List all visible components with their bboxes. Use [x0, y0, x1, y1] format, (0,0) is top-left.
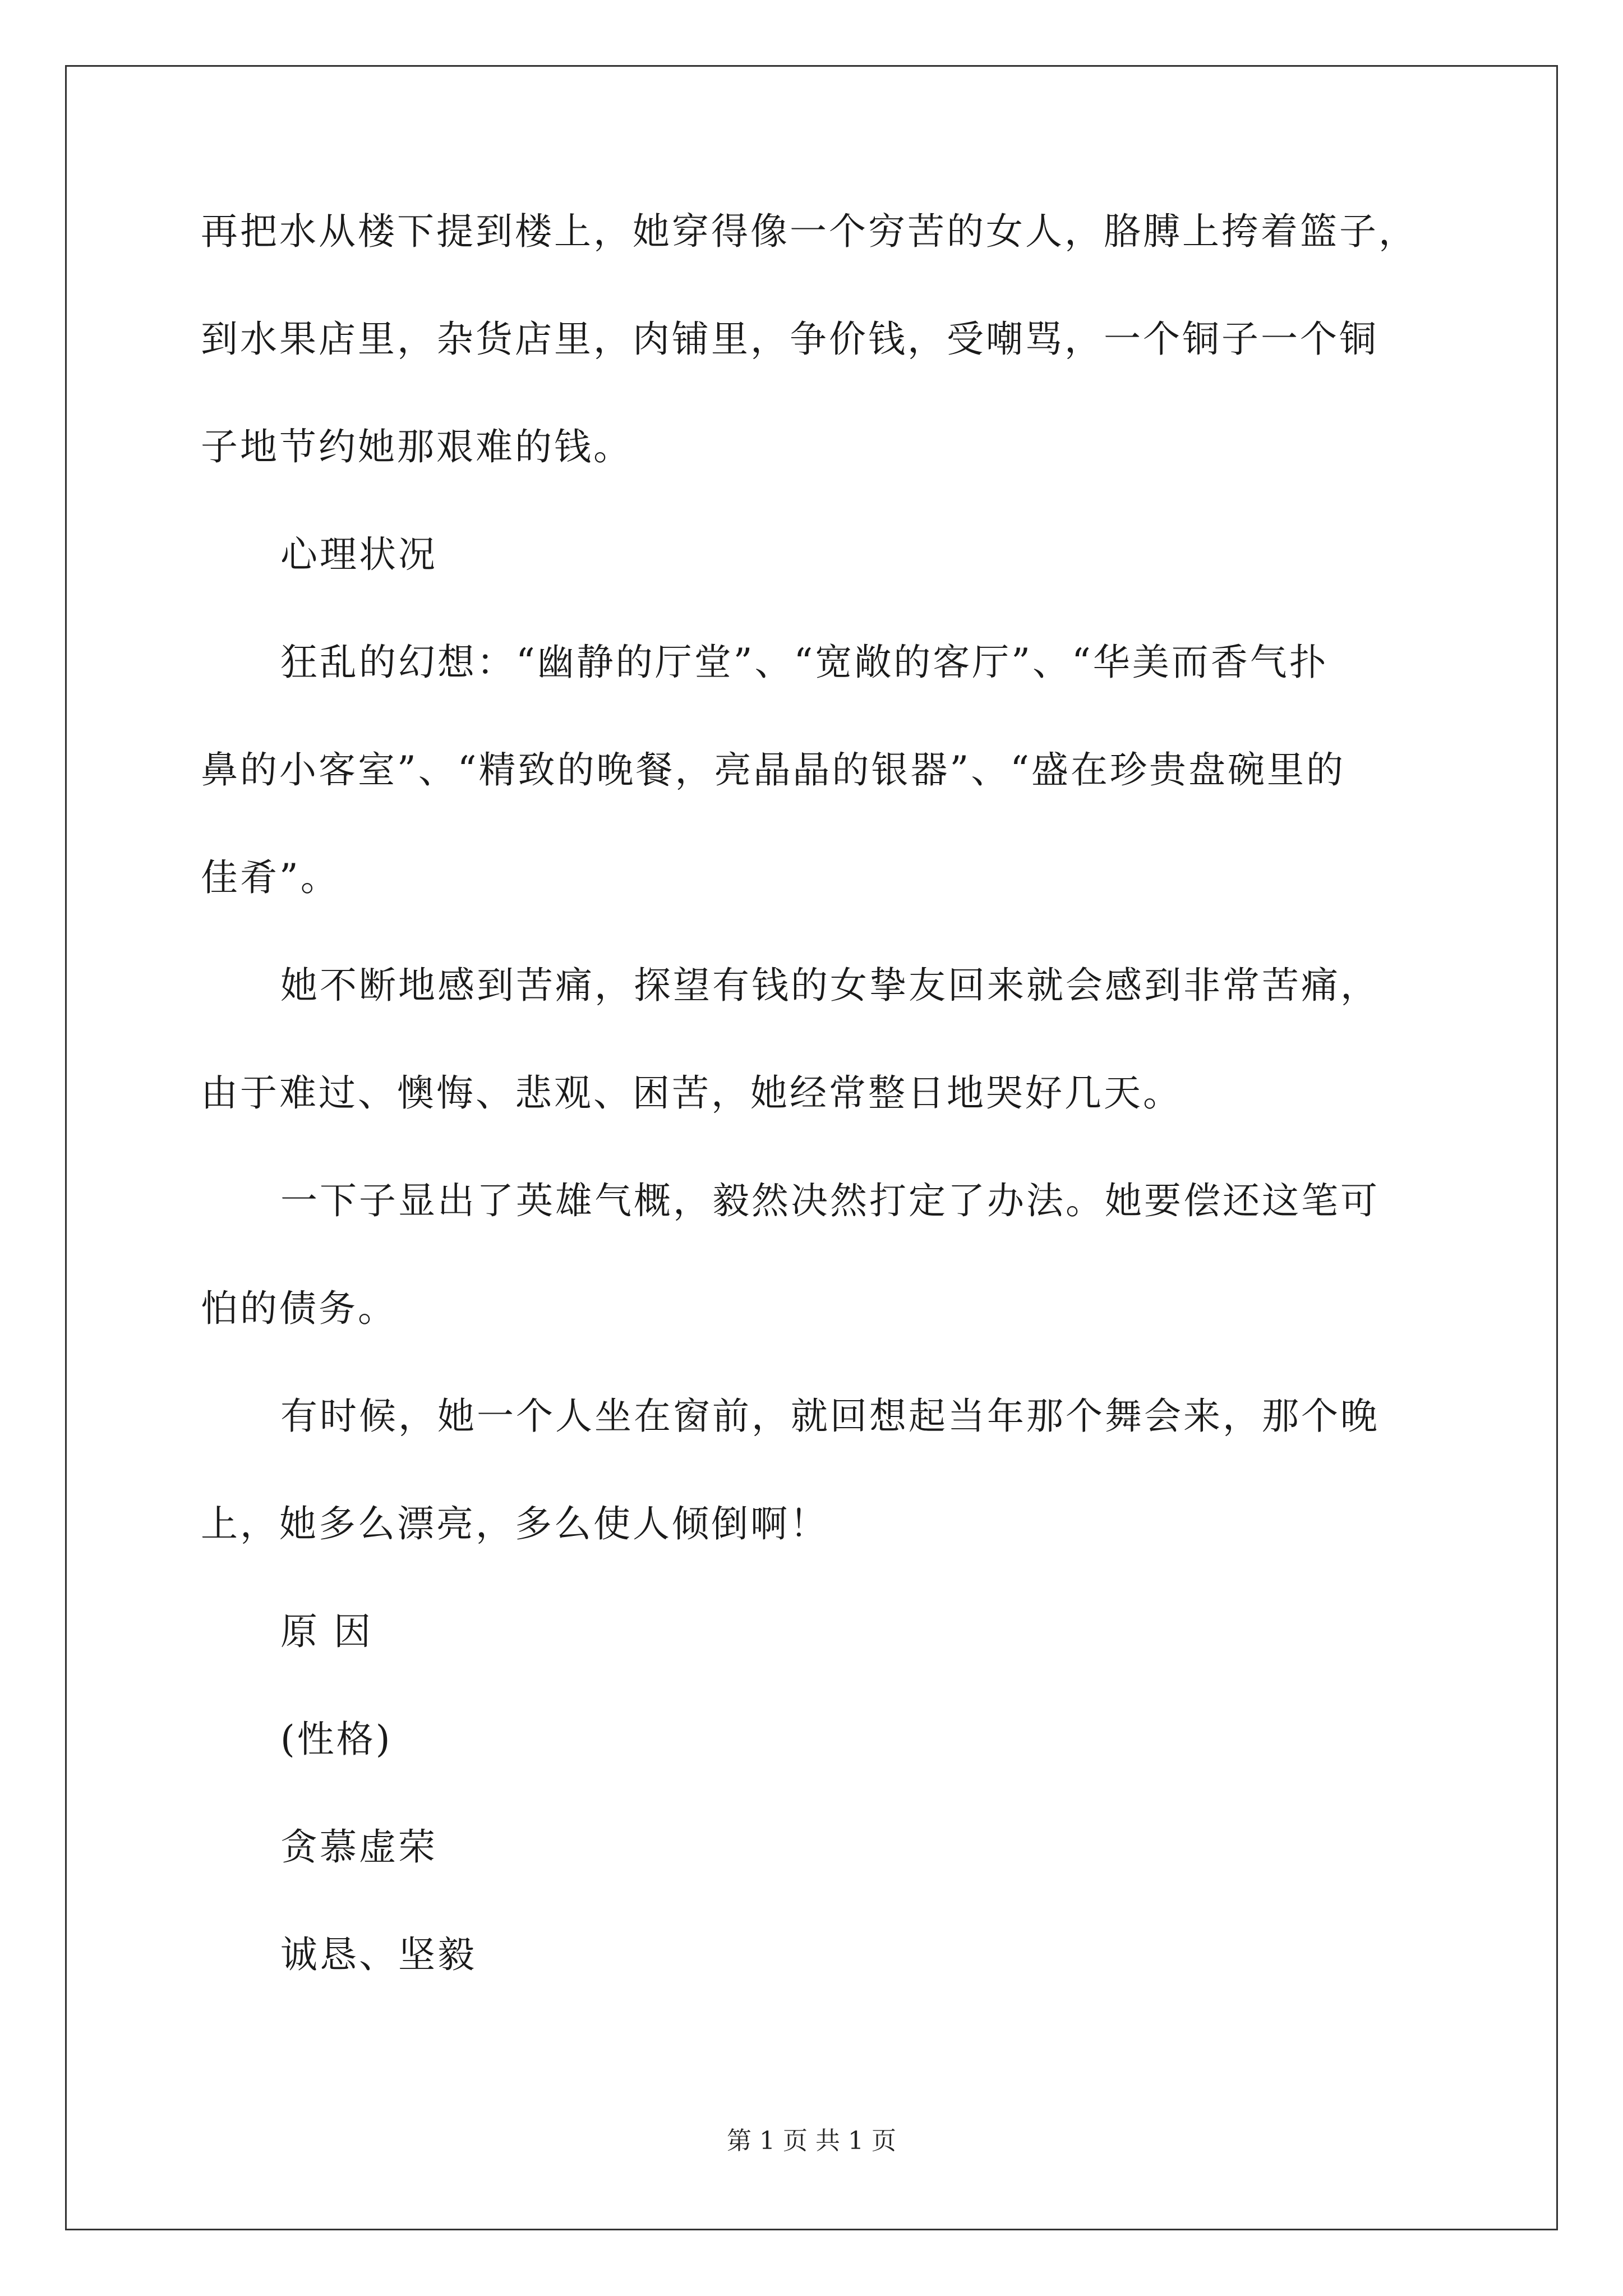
section-heading: 原 因: [280, 1610, 373, 1653]
text-line: 诚恳、坚毅: [280, 1933, 477, 1976]
text-line: 子地节约她那艰难的钱。: [201, 425, 633, 468]
text-line: 上，她多么漂亮，多么使人倾倒啊！: [201, 1502, 829, 1545]
section-heading: 心理状况: [280, 533, 437, 576]
text-line: 贪慕虚荣: [280, 1825, 437, 1869]
text-line: 再把水从楼下提到楼上，她穿得像一个穷苦的女人，胳膊上挎着篮子，: [201, 210, 1418, 253]
text-line: 到水果店里，杂货店里，肉铺里，争价钱，受嘲骂，一个铜子一个铜: [201, 318, 1378, 361]
text-line: 怕的债务。: [201, 1287, 397, 1330]
text-line: 有时候，她一个人坐在窗前，就回想起当年那个舞会来，那个晚: [280, 1395, 1380, 1438]
text-line: 由于难过、懊悔、悲观、困苦，她经常整日地哭好几天。: [201, 1071, 1182, 1115]
text-line: 佳肴”。: [201, 856, 340, 899]
page-border: [65, 65, 1558, 2230]
page-footer: 第 1 页 共 1 页: [727, 2127, 896, 2155]
text-line: 鼻的小客室”、“精致的晚餐，亮晶晶的银器”、“盛在珍贵盘碗里的: [201, 748, 1345, 792]
text-line: (性格): [280, 1718, 393, 1761]
text-line: 狂乱的幻想：“幽静的厅堂”、“宽敞的客厅”、“华美而香气扑: [280, 641, 1329, 684]
text-line: 她不断地感到苦痛，探望有钱的女挚友回来就会感到非常苦痛，: [280, 964, 1380, 1007]
text-line: 一下子显出了英雄气概，毅然决然打定了办法。她要偿还这笔可: [280, 1179, 1380, 1222]
